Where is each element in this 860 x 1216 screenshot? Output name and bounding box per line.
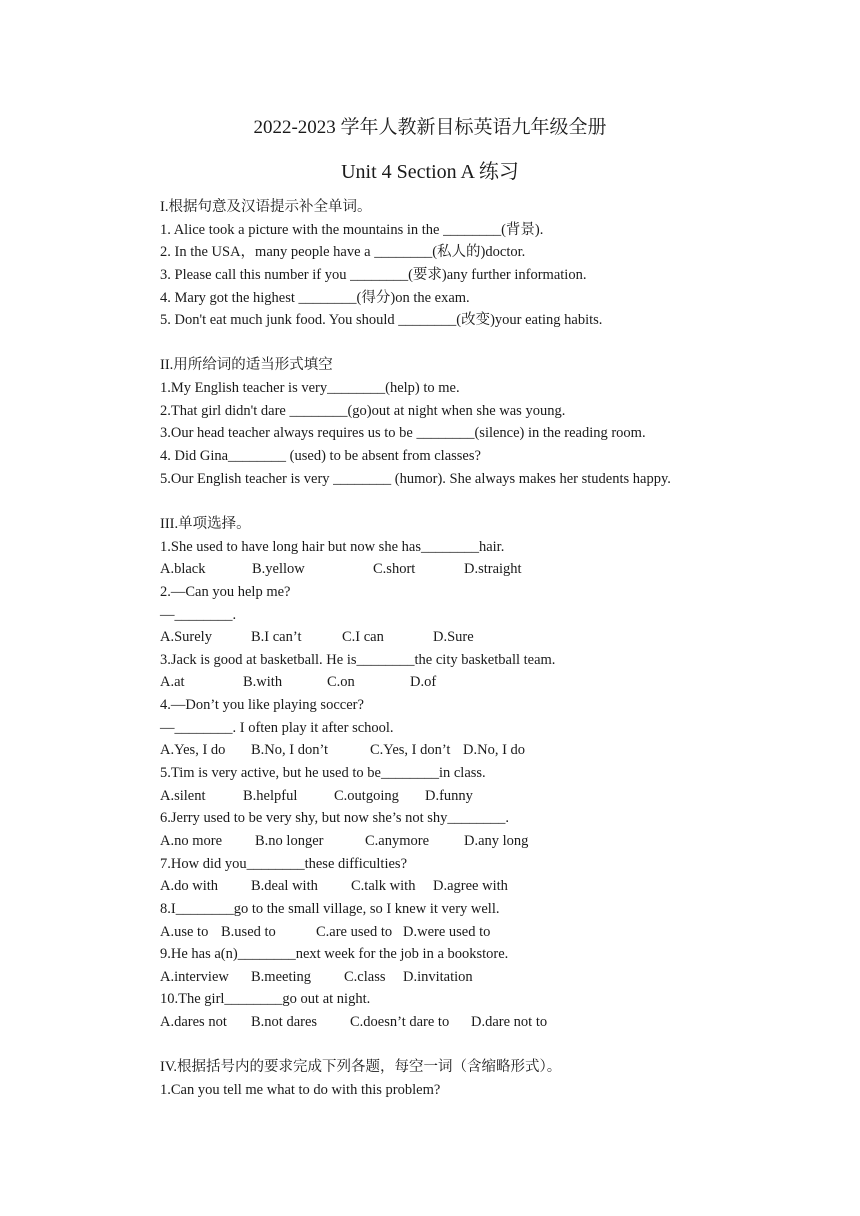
option: C.anymore [365,832,430,849]
section-2-item: 2.That girl didn't dare ________(go)out at night when she was young. [160,402,566,419]
section-1-item: 1. Alice took a picture with the mountains in the ________(背景). [160,221,544,238]
option: A.Yes, I do [160,742,226,759]
question-options [160,626,800,649]
option: C.doesn’t dare to [350,1014,450,1031]
option: C.on [327,674,355,691]
section-1-item: 3. Please call this number if you ________(要求)any further information. [160,266,587,283]
question-options [160,875,800,898]
question-stem: 10.The girl________go out at night. [160,991,371,1008]
section-2-item: 4. Did Gina________ (used) to be absent from classes? [160,448,481,465]
question-options [160,830,800,853]
option: D.No, I do [463,742,526,759]
question-stem: 5.Tim is very active, but he used to be________in class. [160,765,486,782]
option: C.outgoing [334,787,399,804]
option: C.short [373,561,416,578]
question-options [160,1011,800,1034]
option: A.Surely [160,629,212,646]
question-options [160,966,800,989]
question-stem: —________. [160,606,237,623]
question-options [160,671,800,694]
option: D.agree with [433,878,508,895]
option: A.interview [160,968,229,985]
option: D.straight [464,561,522,578]
section-2-item: 3.Our head teacher always requires us to be ________(silence) in the reading room. [160,425,646,442]
option: A.no more [160,832,223,849]
question-options [160,785,800,808]
option: A.do with [160,878,218,895]
worksheet-subtitle: Unit 4 Section A 练习 [341,161,519,183]
option: B.with [243,674,283,691]
option: D.Sure [433,629,474,646]
question-stem: —________. I often play it after school. [160,719,394,736]
option: A.use to [160,923,209,940]
question-options [160,739,800,762]
option: A.dares not [160,1014,227,1031]
question-stem: 4.—Don’t you like playing soccer? [160,697,364,714]
option: C.are used to [316,923,393,940]
question-stem: 6.Jerry used to be very shy, but now she’s not shy________. [160,810,510,827]
option: D.dare not to [471,1014,548,1031]
section-1-item: 4. Mary got the highest ________(得分)on the exam. [160,289,470,306]
section-4-item: 1.Can you tell me what to do with this problem? [160,1081,441,1098]
question-stem: 1.She used to have long hair but now she has________hair. [160,538,505,555]
option: C.Yes, I don’t [370,742,451,759]
question-stem: 7.How did you________these difficulties? [160,855,408,872]
option: D.were used to [403,923,491,940]
question-stem: 8.I________go to the small village, so I knew it very well. [160,900,500,917]
section-1-heading: I.根据句意及汉语提示补全单词。 [160,199,372,215]
section-2-item: 5.Our English teacher is very ________ (humor). She always makes her students happy. [160,470,671,487]
option: B.deal with [251,878,318,895]
option: B.helpful [243,787,298,804]
option: D.invitation [403,968,473,985]
question-stem: 2.—Can you help me? [160,583,291,600]
question-options [160,921,800,944]
section-4-heading: IV.根据括号内的要求完成下列各题，每空一词（含缩略形式）。 [160,1059,562,1076]
option: B.No, I don’t [251,742,329,759]
worksheet-title: 2022-2023 学年人教新目标英语九年级全册 [253,117,607,138]
option: B.not dares [251,1014,318,1031]
question-options [160,558,800,581]
option: A.at [160,674,185,691]
question-stem: 3.Jack is good at basketball. He is________the city basketball team. [160,651,556,668]
section-2-heading: II.用所给词的适当形式填空 [160,357,333,374]
option: B.I can’t [251,629,302,646]
section-2-item: 1.My English teacher is very________(help) to me. [160,380,460,397]
option: C.talk with [351,878,416,895]
section-3-heading: III.单项选择。 [160,515,251,532]
option: D.funny [425,787,473,804]
option: B.no longer [255,832,324,849]
question-stem: 9.He has a(n)________next week for the job in a bookstore. [160,946,509,963]
option: D.any long [464,832,529,849]
option: C.class [344,968,386,985]
option: D.of [410,674,437,691]
section-1-item: 5. Don't eat much junk food. You should ________(改变)your eating habits. [160,312,603,329]
option: B.used to [221,923,276,940]
option: B.meeting [251,968,312,985]
worksheet-content [160,196,800,1102]
section-1-item: 2. In the USA，many people have a ________(私人的)doctor. [160,244,526,261]
option: C.I can [342,629,384,646]
option: A.silent [160,787,206,804]
option: B.yellow [252,561,305,578]
option: A.black [160,561,206,578]
